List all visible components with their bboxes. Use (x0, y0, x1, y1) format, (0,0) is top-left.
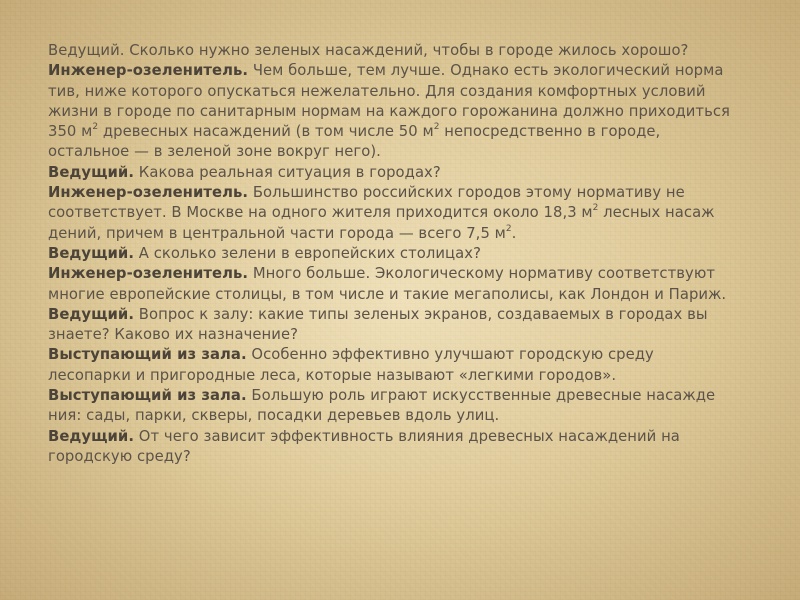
speaker-label: Выступающий из зала. (48, 387, 247, 405)
text-line (48, 82, 752, 102)
line-text: Большинство российских городов этому нормативу не (248, 184, 685, 202)
speaker-label: Инженер-озеленитель. (48, 184, 249, 202)
line-text: Ведущий. Сколько нужно зеленых насаждений, чтобы в городе жилось хорошо? (48, 42, 689, 59)
line-text: Много больше. Экологическому нормативу соответствуют (248, 265, 716, 283)
speaker-label: Ведущий. (48, 427, 135, 445)
line-text: знаете? Каково их назначение? (48, 326, 299, 344)
line-text-tail: древесных насаждений (в том числе 50 м (98, 123, 434, 141)
text-line (48, 183, 752, 203)
speaker-label: Инженер-озеленитель. (48, 62, 249, 80)
text-line (48, 61, 752, 81)
speaker-label: Ведущий. (48, 244, 135, 262)
line-text: Какова реальная ситуация в городах? (134, 163, 441, 181)
text-line (48, 203, 752, 223)
speaker-label: Ведущий. (48, 163, 135, 181)
line-text: Чем больше, тем лучше. Однако есть экологический норма (248, 62, 724, 80)
text-line (48, 366, 752, 386)
text-line (48, 102, 752, 122)
speaker-label: Инженер-озеленитель. (48, 265, 249, 283)
text-line (48, 305, 752, 325)
text-line (48, 264, 752, 284)
line-text: многие европейские столицы, в том числе и такие мегаполисы, как Лондон и Париж. (48, 285, 727, 303)
text-line (48, 345, 752, 365)
text-line (48, 163, 752, 183)
line-text: лесопарки и пригородные леса, которые называют «легкими городов». (48, 366, 617, 384)
superscript: 2 (433, 122, 440, 133)
text-line (48, 142, 752, 162)
text-line (48, 285, 752, 305)
text-line (48, 406, 752, 426)
line-text: Большую роль играют искусственные древесные насажде (246, 387, 716, 405)
superscript: 2 (92, 122, 99, 133)
line-text: Особенно эффективно улучшают городскую среду (246, 346, 654, 364)
speaker-label: Выступающий из зала. (48, 346, 247, 364)
text-line (48, 427, 752, 447)
line-text: тив, ниже которого опускаться нежелательно. Для создания комфортных условий (48, 82, 706, 100)
line-text: ния: сады, парки, скверы, посадки деревьев вдоль улиц. (48, 407, 500, 425)
text-line (48, 447, 752, 467)
superscript: 2 (592, 203, 599, 214)
text-line (48, 41, 752, 61)
line-text: соответствует. В Москве на одного жителя приходится около 18,3 м (48, 204, 593, 222)
dialogue-text (48, 41, 752, 467)
line-text: городскую среду? (48, 447, 191, 465)
line-text-tail: лесных насаж (598, 204, 715, 222)
text-line (48, 224, 752, 244)
line-text-tail: . (511, 224, 517, 242)
line-text: Вопрос к залу: какие типы зеленых экранов, создаваемых в городах вы (134, 305, 708, 323)
line-text: От чего зависит эффективность влияния древесных насаждений на (134, 427, 680, 445)
line-text: остальное — в зеленой зоне вокруг него). (48, 143, 381, 161)
line-text: А сколько зелени в европейских столицах? (134, 244, 482, 262)
superscript: 2 (505, 223, 512, 234)
line-text: дений, причем в центральной части города — всего 7,5 м (48, 224, 506, 242)
speaker-label: Ведущий. (48, 305, 135, 323)
text-line (48, 122, 752, 142)
text-line (48, 244, 752, 264)
line-text: 350 м (48, 123, 93, 141)
text-line (48, 325, 752, 345)
line-text-tail: непосредственно в городе, (439, 123, 661, 141)
line-text: жизни в городе по санитарным нормам на каждого горожанина должно приходиться (48, 102, 731, 120)
text-line (48, 386, 752, 406)
